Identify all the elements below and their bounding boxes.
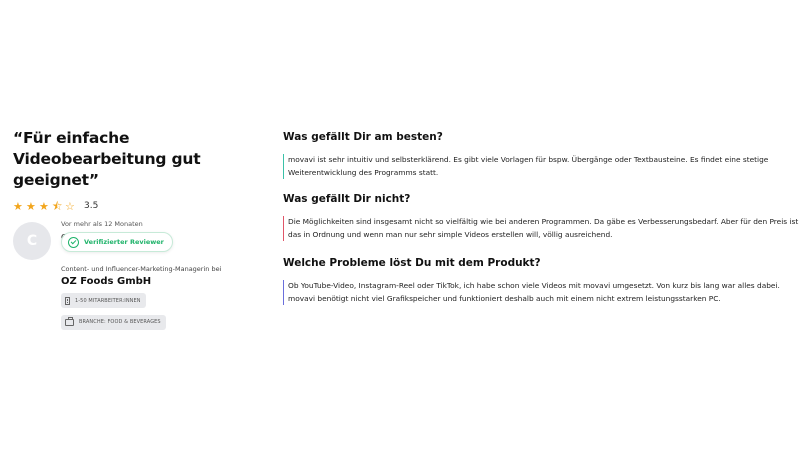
rating-value: 3.5 (84, 201, 99, 211)
employees-label: 1-50 MITARBEITER:INNEN (75, 297, 141, 304)
star-half-icon: ⯪ (52, 199, 63, 213)
check-circle-icon (68, 237, 79, 248)
qa-best (283, 130, 805, 179)
employees-badge (61, 293, 146, 308)
qa-problems (283, 256, 805, 305)
company-info (61, 264, 276, 330)
answer-dislike-text: Die Möglichkeiten sind insgesamt nicht so vielfältig wie bei anderen Programmen. Da gäbe es Verbesserungsbedarf. Aber für den Preis ist das in Ordnung und wenn man nur sehr simple Videos erstellen will, völlig ausreichend. (288, 217, 799, 239)
star-icon: ★ (13, 199, 23, 213)
star-rating (13, 199, 275, 213)
avatar: C (13, 222, 51, 260)
question-best: Was gefällt Dir am besten? (283, 131, 443, 143)
verified-label: Verifizierter Reviewer (84, 238, 164, 246)
review-title: “Für einfache Videobearbeitung gut geeignet” (13, 129, 201, 189)
verified-reviewer-badge (61, 232, 173, 252)
review-answers (283, 130, 805, 303)
question-dislike: Was gefällt Dir nicht? (283, 193, 411, 205)
answer-best-text: movavi ist sehr intuitiv und selbsterklärend. Es gibt viele Vorlagen für bspw. Übergänge oder Textbausteine. Es findet eine stetige Weiterentwicklung des Programms statt. (288, 155, 769, 177)
answer-best (283, 154, 805, 179)
review-date: Vor mehr als 12 Monaten (61, 220, 143, 228)
question-problems: Welche Probleme löst Du mit dem Produkt? (283, 257, 541, 269)
company-name: OZ Foods GmbH (61, 276, 152, 287)
star-icon: ★ (26, 199, 36, 213)
star-empty-icon: ☆ (65, 199, 75, 213)
qa-dislike (283, 192, 805, 241)
answer-problems (283, 280, 805, 305)
reviewer-role: Content- und Influencer-Marketing-Managerin bei (61, 265, 222, 273)
industry-label: BRANCHE: FOOD & BEVERAGES (79, 319, 161, 325)
industry-badge (61, 315, 166, 330)
building-icon (65, 297, 70, 305)
answer-problems-text: Ob YouTube-Video, Instagram-Reel oder TikTok, ich habe schon viele Videos mit movavi umgesetzt. Von kurz bis lang war alles dabei. movavi benötigt nicht viel Grafikspeicher und funktioniert deshalb auch mit einem nicht extrem leistungsstarken PC. (288, 281, 780, 303)
briefcase-icon (65, 319, 74, 326)
star-icon: ★ (39, 199, 49, 213)
answer-dislike (283, 216, 805, 241)
